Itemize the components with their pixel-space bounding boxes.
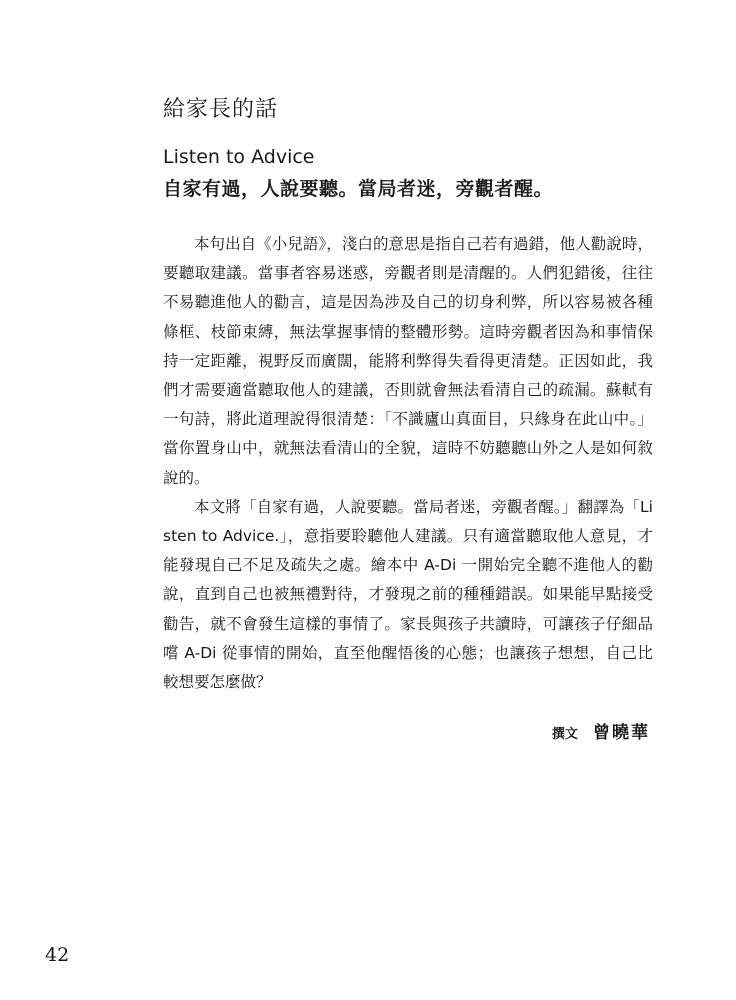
subtitle-english: Listen to Advice (163, 146, 315, 168)
paragraph-1: 本句出自《小兒語》，淺白的意思是指自己若有過錯，他人勸說時，要聽取建議。當事者容易迷惑，旁觀者則是清醒的。人們犯錯後，往往不易聽進他人的勸言，這是因為涉及自己的切身利弊，所以容易被各種條框、枝節束縛，無法掌握事情的整體形勢。這時旁觀者因為和事情保持一定距離，視野反而廣闊，能將利弊得失看得更清楚。正因如此，我們才需要適當聽取他人的建議，否則就會無法看清自己的疏漏。蘇軾有一句詩，將此道理說得很清楚：「不識廬山真面目，只緣身在此山中。」當你置身山中，就無法看清山的全貌，這時不妨聽聽山外之人是如何敘說的。 (163, 235, 653, 487)
page-number: 42 (45, 944, 70, 966)
subtitle-chinese: 自家有過，人說要聽。當局者迷，旁觀者醒。 (163, 178, 554, 200)
paragraph-2: 本文將「自家有過，人說要聽。當局者迷，旁觀者醒。」翻譯為「Listen to Advice.」，意指要聆聽他人建議。只有適當聽取他人意見，才能發現自己不足及疏失之處。繪本中 A-Di 一開始完全聽不進他人的勸說，直到自己也被無禮對待，才發現之前的種種錯誤。如果能早點接受勸告，就不會發生這樣的事情了。家長與孩子共讀時，可讓孩子仔細品嚐 A-Di 從事情的開始，直至他醒悟後的心態；也讓孩子想想，自己比較想要怎麼做？ (163, 497, 653, 692)
page-heading: 給家長的話 (163, 97, 279, 122)
author-name: 曾曉華 (593, 723, 650, 743)
body-text (163, 230, 653, 697)
author-signature (552, 718, 650, 743)
signature-label: 撰文 (551, 727, 578, 742)
